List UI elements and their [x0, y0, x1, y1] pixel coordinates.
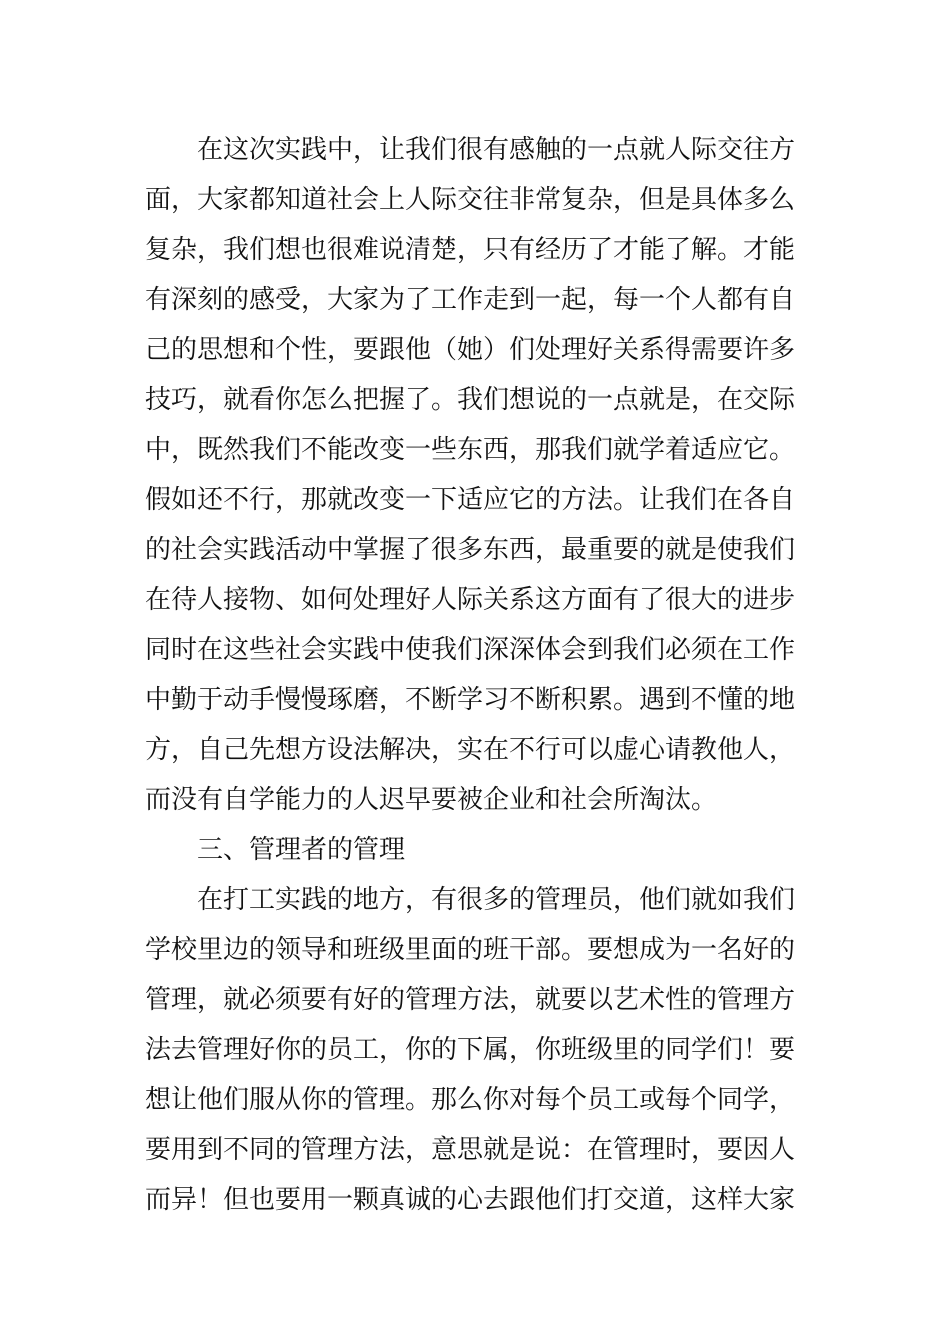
text-line: 技巧，就看你怎么把握了。我们想说的一点就是，在交际: [145, 385, 796, 415]
text-line: 同时在这些社会实践中使我们深深体会到我们必须在工作: [145, 635, 796, 665]
text-line: 有深刻的感受，大家为了工作走到一起，每一个人都有自: [145, 285, 796, 315]
text-line: 假如还不行，那就改变一下适应它的方法。让我们在各自: [145, 485, 796, 515]
text-line: 学校里边的领导和班级里面的班干部。要想成为一名好的: [145, 935, 796, 965]
text-line: 复杂，我们想也很难说清楚，只有经历了才能了解。才能: [145, 235, 796, 265]
text-line: 要用到不同的管理方法，意思就是说：在管理时，要因人: [145, 1135, 796, 1165]
section-heading: 三、管理者的管理: [197, 835, 406, 865]
text-line: 而没有自学能力的人迟早要被企业和社会所淘汰。: [145, 785, 718, 815]
text-line: 的社会实践活动中掌握了很多东西，最重要的就是使我们: [145, 535, 796, 565]
text-line: 而异！但也要用一颗真诚的心去跟他们打交道，这样大家: [145, 1185, 796, 1215]
text-line: 法去管理好你的员工，你的下属，你班级里的同学们！要: [145, 1035, 796, 1065]
text-line: 管理，就必须要有好的管理方法，就要以艺术性的管理方: [145, 985, 796, 1015]
text-line: 在待人接物、如何处理好人际关系这方面有了很大的进步: [145, 585, 796, 615]
text-line: 面，大家都知道社会上人际交往非常复杂，但是具体多么: [145, 185, 796, 215]
text-line: 想让他们服从你的管理。那么你对每个员工或每个同学，: [145, 1085, 796, 1115]
text-line: 中，既然我们不能改变一些东西，那我们就学着适应它。: [145, 435, 796, 465]
text-line: 己的思想和个性，要跟他（她）们处理好关系得需要许多: [145, 335, 796, 365]
text-line: 方，自己先想方设法解决，实在不行可以虚心请教他人，: [145, 735, 796, 765]
body-text: [145, 125, 825, 1225]
text-line: 在打工实践的地方，有很多的管理员，他们就如我们: [197, 885, 796, 915]
text-line: 中勤于动手慢慢琢磨，不断学习不断积累。遇到不懂的地: [145, 685, 796, 715]
text-line: 在这次实践中，让我们很有感触的一点就人际交往方: [197, 135, 796, 165]
